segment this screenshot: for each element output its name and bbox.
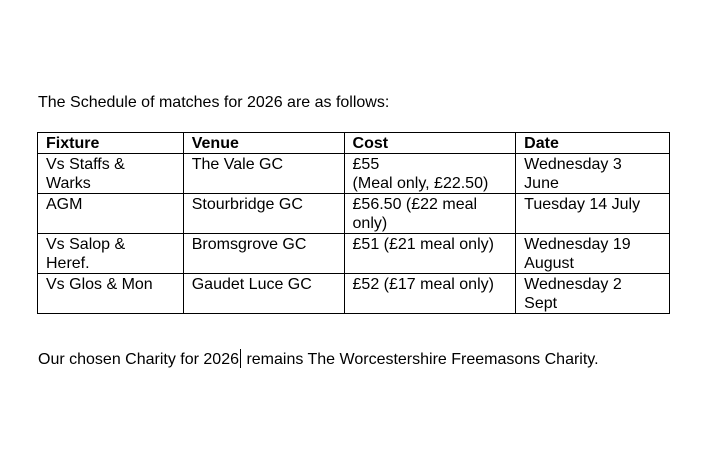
- fixture-line: Vs Staffs &: [46, 156, 125, 173]
- cost-line: only): [352, 215, 388, 232]
- date-line: August: [524, 255, 574, 272]
- date-line: Tuesday 14 July: [524, 196, 641, 213]
- date-line: Wednesday 19: [524, 236, 631, 253]
- text-cursor: [240, 349, 241, 368]
- date-cell: [516, 154, 670, 194]
- table-header-row: [38, 133, 670, 154]
- fixture-line: Vs Salop &: [46, 236, 126, 253]
- table-row: [38, 154, 670, 194]
- fixture-line: Warks: [46, 175, 91, 192]
- date-cell: [516, 234, 670, 274]
- cost-line: £52 (£17 meal only): [352, 276, 494, 293]
- cost-line: (Meal only, £22.50): [352, 175, 489, 192]
- venue-cell: Gaudet Luce GC: [183, 274, 344, 314]
- fixture-line: Heref.: [46, 255, 90, 272]
- cost-cell: [344, 154, 516, 194]
- venue-cell: Bromsgrove GC: [183, 234, 344, 274]
- schedule-table: [37, 132, 670, 314]
- cost-cell: [344, 274, 516, 314]
- fixture-cell: [38, 194, 184, 234]
- intro-text: The Schedule of matches for 2026 are as follows:: [38, 94, 390, 111]
- date-line: June: [524, 175, 559, 192]
- date-line: Wednesday 3: [524, 156, 622, 173]
- header-fixture: Fixture: [38, 133, 184, 154]
- header-date: Date: [516, 133, 670, 154]
- cost-cell: [344, 194, 516, 234]
- header-cost: Cost: [344, 133, 516, 154]
- fixture-line: AGM: [46, 196, 83, 213]
- venue-cell: Stourbridge GC: [183, 194, 344, 234]
- date-cell: [516, 194, 670, 234]
- fixture-line: Vs Glos & Mon: [46, 276, 153, 293]
- fixture-cell: [38, 234, 184, 274]
- date-line: Sept: [524, 295, 558, 312]
- table-row: [38, 234, 670, 274]
- charity-text-end: remains The Worcestershire Freemasons Charity.: [242, 351, 599, 368]
- venue-cell: The Vale GC: [183, 154, 344, 194]
- cost-line: £51 (£21 meal only): [352, 236, 494, 253]
- table-row: [38, 194, 670, 234]
- charity-text-start: Our chosen Charity for 2026: [38, 351, 239, 368]
- table-row: [38, 274, 670, 314]
- cost-cell: [344, 234, 516, 274]
- cost-line: £55: [352, 156, 380, 173]
- header-venue: Venue: [183, 133, 344, 154]
- date-line: Wednesday 2: [524, 276, 622, 293]
- charity-text[interactable]: [38, 349, 599, 370]
- date-cell: [516, 274, 670, 314]
- fixture-cell: [38, 274, 184, 314]
- fixture-cell: [38, 154, 184, 194]
- cost-line: £56.50 (£22 meal: [352, 196, 478, 213]
